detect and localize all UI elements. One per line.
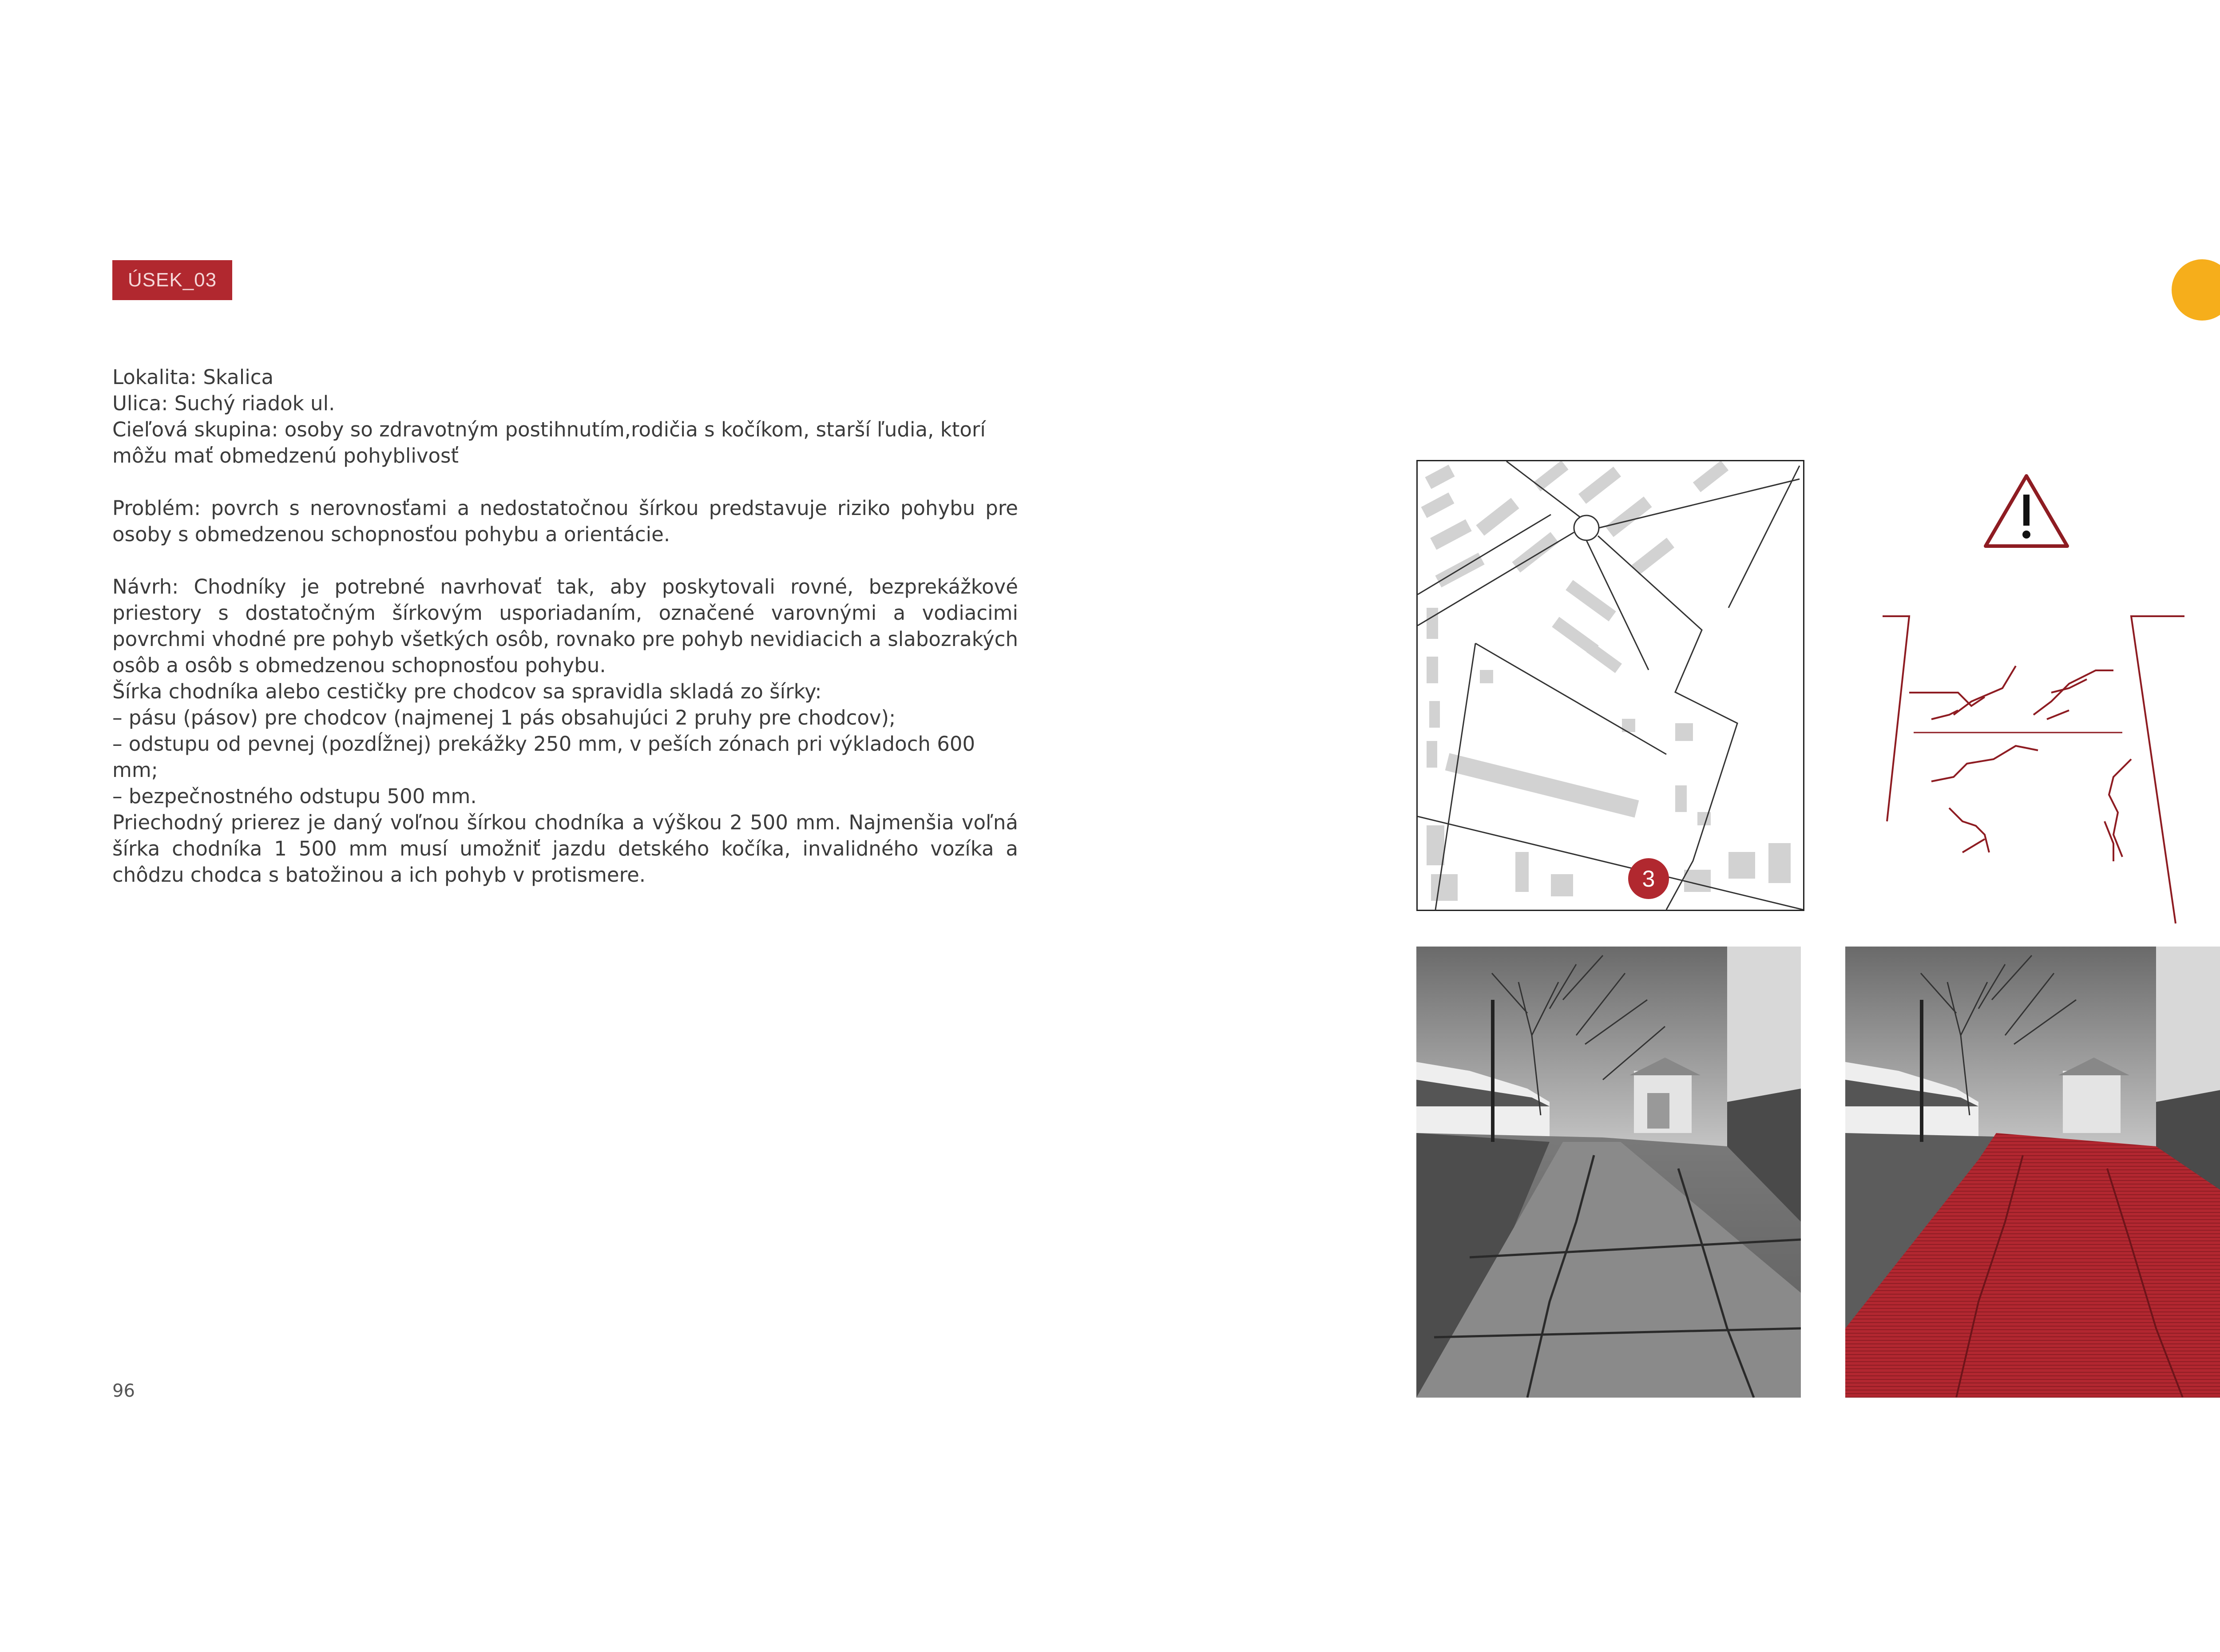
body-text: [112, 364, 1018, 888]
page-number: 96: [112, 1381, 135, 1401]
width-item: – pásu (pásov) pre chodcov (najmenej 1 pás obsahujúci 2 pruhy pre chodcov);: [112, 706, 896, 729]
location-map: [1416, 460, 1804, 911]
problem-paragraph: Problém: povrch s nerovnosťami a nedostatočnou šírkou predstavuje riziko pohybu pre osoby s obmedzenou schopnosťou pohybu a orientácie.: [112, 496, 1018, 546]
proposal-paragraph: Návrh: Chodníky je potrebné navrhovať tak, aby poskytovali rovné, bezprekážkové priestory s dostatočným šírkovým usporiadaním, označené varovnými a vodiacimi povrchmi vhodné pre pohyb všetkých osôb, rovnako pre pohyb nevidiacich a slabozrakých osôb a osôb s obmedzenou schopnosťou pohybu.: [112, 575, 1018, 677]
map-drawing: [1418, 461, 1803, 910]
width-item: – bezpečnostného odstupu 500 mm.: [112, 784, 477, 808]
section-indicator-dot: [2172, 259, 2220, 321]
sidewalk-photo-proposal: [1845, 947, 2220, 1398]
target-group-line: Cieľová skupina: osoby so zdravotným postihnutím,rodičia s kočíkom, starší ľudia, ktorí môžu mať obmedzenú pohyblivosť: [112, 418, 986, 467]
width-item: – odstupu od pevnej (pozdĺžnej) prekážky 250 mm, v peších zónach pri výkladoch 600 mm;: [112, 732, 975, 782]
map-buildings: [1421, 461, 1791, 901]
width-intro: Šírka chodníka alebo cestičky pre chodcov sa spravidla skladá zo šírky:: [112, 680, 822, 703]
warning-icon: [1983, 473, 2070, 549]
location-line: Lokalita: Skalica: [112, 365, 274, 389]
street-line: Ulica: Suchý riadok ul.: [112, 392, 335, 415]
map-marker-label: 3: [1642, 866, 1655, 892]
sidewalk-crack-diagram: [1883, 613, 2184, 932]
section-label: ÚSEK_03: [112, 260, 232, 300]
cross-section-paragraph: Priechodný prierez je daný voľnou šírkou chodníka a výškou 2 500 mm. Najmenšia voľná šírka chodníka 1 500 mm musí umožniť jazdu detského kočíka, invalidného vozíka a chôdzu chodca s batožinou a ich pohyb v protismere.: [112, 811, 1018, 887]
sidewalk-photo-existing: [1416, 947, 1801, 1398]
